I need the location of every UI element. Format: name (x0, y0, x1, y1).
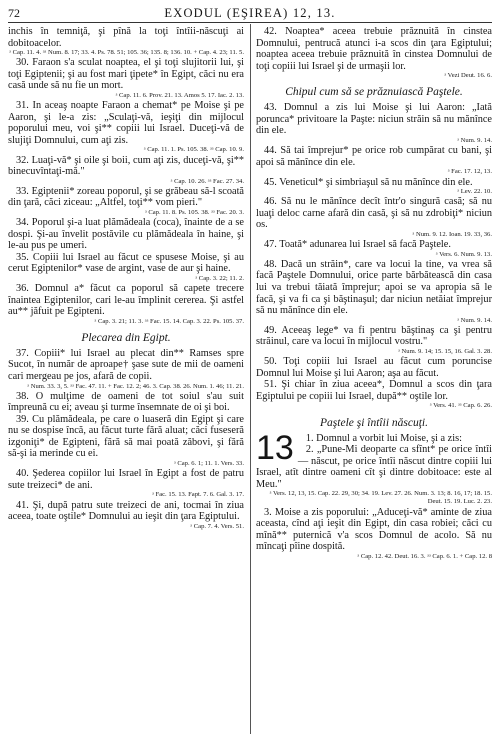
verse: 45. Veneticul* şi simbriaşul să nu mănînce din ele. (264, 176, 473, 188)
verse-reference: ᵃ Cap. 11. 1. Ps. 105. 38. ᵃᵃ Cap. 10. 9. (143, 146, 244, 154)
verse: 1. Domnul a vorbit lui Moise, şi a zis: (305, 432, 462, 444)
running-title: EXODUL (EŞIREA) 12, 13. (164, 6, 336, 20)
verse: 2. „Pune-Mi deoparte ca sfînt* pe orice întîi — născut, pe orice întîi născut dintre copiii lui Israel, atît dintre oameni cît şi dintre dobitoace: este al Meu." (256, 444, 492, 490)
verse-reference: ᵃ Cap. 6. 1; 11. 1. Vers. 33. (173, 460, 244, 468)
verse: 51. Şi chiar în ziua aceea*, Domnul a scos din ţara Egiptului pe copiii lui Israel, după** oştile lor. (256, 379, 492, 402)
verse-reference: ᵃ Vers. 12, 13, 15. Cap. 22. 29, 30; 34. 19. Lev. 27. 26. Num. 3. 13; 8. 16, 17; 18. 15. Deut. 15. 19. Luc. 2. 23. (269, 490, 492, 506)
chapter-13 (256, 428, 492, 562)
verse-reference: ᵃ Fac. 17. 12, 13. (447, 168, 492, 176)
verse: 3. Moise a zis poporului: „Aduceţi-vă* aminte de ziua aceasta, cînd aţi ieşit din Egipt, din casa robiei; căci cu mînă** puternică v'a scos Domnul de acolo. Să nu mîncaţi pîine dospită. (256, 506, 492, 553)
page-number: 72 (8, 6, 20, 20)
verse-reference: ᵃ Cap. 12. 42. Deut. 16. 3. ᵃᵃ Cap. 6. 1. + Cap. 12. 8 (357, 552, 492, 560)
verse: 33. Egiptenii* zoreau poporul, şi se grăbeau să-l scoată din ţară, căci ziceau: „Altfel, toţi** vom pieri." (8, 185, 244, 209)
verse: 48. Dacă un străin*, care va locui la tine, va vrea să facă Paştele Domnului, orice parte bărbătească din casa lui va trebui tăiată împrejur; apoi se va apropia să le facă, şi va fi ca şi băştinaşul; dar niciun netăiat împrejur să nu mănînce din ele. (256, 258, 492, 317)
verse-reference: ᵃ Cap. 11. 4. ᵃᵃ Num. 8. 17; 33. 4. Ps. 78. 51; 105. 36; 135. 8; 136. 10. + Cap. 4. 23; 11. 5. (9, 49, 244, 57)
verse-reference: ᵃ Cap. 10. 26. ᵃᵃ Fac. 27. 34. (170, 177, 244, 185)
verse: 50. Toţi copiii lui Israel au făcut cum poruncise Domnul lui Moise şi lui Aaron; aşa au făcut. (256, 356, 492, 379)
right-verses-a (256, 26, 492, 80)
verse: 43. Domnul a zis lui Moise şi lui Aaron: „Iată porunca* privitoare la Paşte: niciun străin să nu mănînce din ele. (256, 102, 492, 137)
section-title-passover: Chipul cum să se prăznuiască Paştele. (285, 86, 463, 99)
verse: 35. Copiii lui Israel au făcut ce spusese Moise, şi au cerut Egiptenilor* vase de argint, vase de aur şi haine. (8, 251, 244, 275)
right-column (256, 26, 492, 736)
left-verses-b (8, 348, 244, 531)
chapter-number: 13 (256, 428, 294, 467)
verse: 41. Şi, după patru sute treizeci de ani, tocmai în ziua aceea, toate oştile* Domnului au ieşit din ţara Egiptului. (8, 499, 244, 523)
verse-reference: ᵃ Vers. 41. ᵃᵃ Cap. 6. 26. (429, 402, 492, 410)
verse: 49. Aceeaş lege* va fi pentru băştinaş ca şi pentru străinul, care va locui în mijlocul vostru." (256, 324, 492, 348)
verse-reference: ᵃ Num. 9. 14. (457, 316, 492, 324)
verse: 38. O mulţime de oameni de tot soiul s'au suit împreună cu ei; aveau şi turme însemnate de oi şi boi. (8, 390, 244, 414)
verse: inchis în temniţă, şi pînă la toţi întîii-născuţi ai dobitoacelor. (8, 26, 244, 49)
verse-reference: ᵃ Cap. 3. 21; 11. 3. ᵃᵃ Fac. 15. 14. Cap. 3. 22. Ps. 105. 37. (94, 317, 244, 325)
verse-reference: ᵃ Num. 9. 14; 15. 15, 16. Gal. 3. 28. (398, 347, 492, 355)
column-divider (250, 24, 251, 734)
verse: 47. Toată* adunarea lui Israel să facă Paştele. (264, 239, 451, 251)
verse: 36. Domnul a* făcut ca poporul să capete trecere înaintea Egiptenilor, cari le-au împlinit cererea. Şi astfel au** jăfuit pe Egipteni. (8, 283, 244, 318)
verse: 40. Şederea copiilor lui Israel în Egipt a fost de patru sute treizeci* de ani. (8, 468, 244, 491)
left-verses-a (8, 26, 244, 326)
verse: 31. In aceaş noapte Faraon a chemat* pe Moise şi pe Aaron, şi le-a zis: „Sculaţi-vă, ieşiţi din mijlocul poporului meu, voi şi** copiii lui Israel. Duceţi-vă de slujiţi Domnului, cum aţi zis. (8, 100, 244, 146)
verse-reference: ᵃ Cap. 11. 8. Ps. 105. 38. ᵃᵃ Fac. 20. 3. (144, 208, 244, 216)
section-title-departure: Plecarea din Egipt. (81, 331, 171, 344)
verse: 46. Să nu le mănînce decît într'o singură casă; să nu luaţi deloc carne afară din casă, şi să nu zdrobiţi* niciun os. (256, 196, 492, 231)
chapter-title: Paştele şi întîii născuţi. (320, 416, 428, 429)
verse-reference: ᵃ Cap. 11. 6. Prov. 21. 13. Amos 5. 17. Iac. 2. 13. (115, 91, 244, 99)
verse: 32. Luaţi-vă* şi oile şi boii, cum aţi zis, duceţi-vă, şi** binecuvîntaţi-mă." (8, 154, 244, 178)
verse: 37. Copiii* lui Israel au plecat din** Ramses spre Sucot, în număr de aproape† şase sute de mii de oameni cari mergeau pe jos, afară de copii. (8, 347, 244, 382)
page-header (8, 6, 492, 22)
header-rule (8, 22, 492, 23)
verse: 30. Faraon s'a sculat noaptea, el şi toţi slujitorii lui, şi toţi Egiptenii; şi au fost mari ţipete* în Egipt, căci nu era casă unde să nu fie un mort. (8, 57, 244, 92)
verse: 34. Poporul şi-a luat plămădeala (coca), înainte de a se dospi. Şi-au învelit postăvile cu plămădeala în haine, şi le-au pus pe umeri. (8, 217, 244, 252)
verse-reference: ᵃ Lev. 22. 10. (457, 188, 492, 196)
verse: 39. Cu plămădeala, pe care o luaseră din Egipt şi care nu se dospise încă, au făcut turte fără aluat; căci fuseseră izgoniţi* de Egipteni, fără să mai poată zăbovi, şi fără să-şi ia merinde cu ei. (8, 413, 244, 460)
verse-reference: ᵃ Num. 9. 14. (457, 137, 492, 145)
verse-reference: ᵃ Vers. 6. Num. 9. 13. (435, 250, 492, 258)
left-column (8, 26, 244, 736)
verse-reference: ᵃ Cap. 7. 4. Vers. 51. (190, 522, 244, 530)
verse-reference: ᵃ Num. 33. 3, 5. ᵃᵃ Fac. 47. 11. + Fac. 12. 2; 46. 3. Cap. 38. 26. Num. 1. 46; 11. 21. (27, 382, 244, 390)
verse: 42. Noaptea* aceea trebuie prăznuită în cinstea Domnului, pentrucă atunci i-a scos din ţara Egiptului; noaptea aceea trebuie prăznuită în cinstea Domnului de toţi copiii lui Israel şi de urmaşii lor. (256, 26, 492, 72)
verse-reference: ᵃ Fac. 15. 13. Fapt. 7. 6. Gal. 3. 17. (152, 491, 244, 499)
verse-reference: ᵃ Num. 9. 12. Ioan. 19. 33, 36. (412, 230, 492, 238)
verse-reference: ᵃ Vezi Deut. 16. 6. (444, 72, 492, 80)
verse-reference: ᵃ Cap. 3. 22; 11. 2. (195, 274, 244, 282)
right-verses-b (256, 102, 492, 410)
verse: 44. Să tai împrejur* pe orice rob cumpărat cu bani, şi apoi să mănînce din ele. (256, 145, 492, 168)
